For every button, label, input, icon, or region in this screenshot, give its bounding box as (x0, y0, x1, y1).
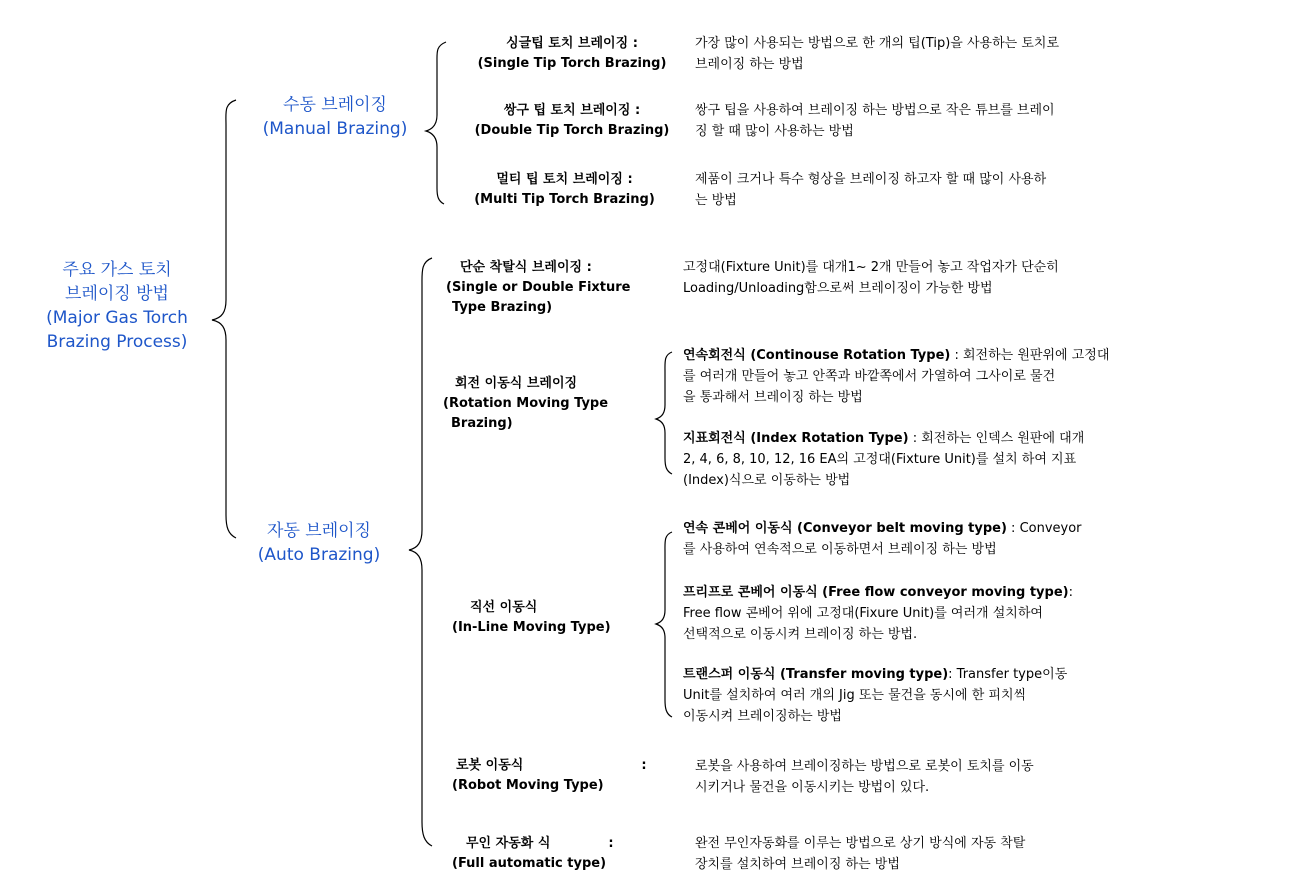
desc-line: 로봇을 사용하여 브레이징하는 방법으로 로봇이 토치를 이동 (695, 759, 1034, 774)
root-line: 브레이징 방법 (65, 284, 169, 304)
sub-text: : (1068, 585, 1073, 600)
manual-brazing-label (245, 93, 425, 141)
sub-heading: 트랜스퍼 이동식 (Transfer moving type) (683, 667, 949, 682)
title-ko: 회전 이동식 브레이징 (455, 376, 578, 391)
sub-heading: 연속회전식 (Continouse Rotation Type) (683, 348, 951, 363)
title-en: Brazing) (451, 416, 513, 431)
title-en: (Multi Tip Torch Brazing) (474, 192, 655, 207)
sub-line: (Index)식으로 이동하는 방법 (683, 473, 851, 488)
sub-heading: 지표회전식 (Index Rotation Type) (683, 431, 909, 446)
sub-heading: 프리프로 콘베어 이동식 (Free flow conveyor moving type) (683, 585, 1069, 600)
sub-line: 선택적으로 이동시켜 브레이징 하는 방법. (683, 627, 918, 642)
title-ko: 쌍구 팁 토치 브레이징 : (503, 103, 641, 118)
inline-brace (656, 532, 672, 717)
sub-text: : Conveyor (1006, 521, 1082, 536)
transfer-desc (683, 664, 1067, 727)
desc-line: 브레이징 하는 방법 (695, 57, 804, 72)
title-ko: 멀티 팁 토치 브레이징 : (496, 172, 633, 187)
full-auto-desc (695, 833, 1025, 875)
inline-type-title (452, 598, 611, 638)
title-en: (In-Line Moving Type) (452, 620, 611, 635)
conveyor-belt-desc (683, 518, 1082, 560)
robot-type-title (452, 756, 647, 796)
title-en: (Double Tip Torch Brazing) (474, 123, 670, 138)
multi-tip-desc (695, 169, 1046, 211)
sub-line: Free flow 콘베어 위에 고정대(Fixure Unit)를 여러개 설치하여 (683, 606, 1043, 621)
desc-line: 징 할 때 많이 사용하는 방법 (695, 124, 854, 139)
desc-line: 시키거나 물건을 이동시키는 방법이 있다. (695, 780, 930, 795)
index-rotation-desc (683, 428, 1084, 491)
multi-tip-title (452, 170, 677, 210)
rotation-brace (656, 352, 672, 474)
root-line: (Major Gas Torch (46, 308, 188, 328)
root-line: Brazing Process) (46, 332, 188, 352)
title-en: Type Brazing) (452, 300, 553, 315)
fixture-type-desc (683, 257, 1059, 299)
title-ko: 직선 이동식 (470, 600, 538, 615)
auto-label-en: (Auto Brazing) (257, 545, 381, 565)
desc-line: 장치를 설치하여 브레이징 하는 방법 (695, 857, 900, 872)
desc-line: Loading/Unloading함으로써 브레이징이 가능한 방법 (683, 281, 993, 296)
manual-label-en: (Manual Brazing) (262, 119, 408, 139)
title-en: (Rotation Moving Type (443, 396, 609, 411)
desc-line: 제품이 크거나 특수 형상을 브레이징 하고자 할 때 많이 사용하 (695, 172, 1047, 187)
robot-type-desc (695, 756, 1034, 798)
desc-line: 가장 많이 사용되는 방법으로 한 개의 팁(Tip)을 사용하는 토치로 (695, 36, 1059, 51)
title-en: (Single or Double Fixture (446, 280, 631, 295)
double-tip-title (452, 101, 692, 141)
double-tip-desc (695, 100, 1055, 142)
rotation-type-title (443, 374, 608, 434)
free-flow-desc (683, 582, 1073, 645)
sub-line: Unit를 설치하여 여러 개의 Jig 또는 물건을 동시에 한 피치씩 (683, 688, 1027, 703)
auto-brazing-label (229, 519, 409, 567)
root-line: 주요 가스 토치 (62, 260, 172, 280)
desc-line: 쌍구 팁을 사용하여 브레이징 하는 방법으로 작은 튜브를 브레이 (695, 103, 1055, 118)
sub-line: 를 여러개 만들어 놓고 안쪽과 바깥쪽에서 가열하여 그사이로 물건 (683, 369, 1056, 384)
auto-label-ko: 자동 브레이징 (267, 521, 371, 541)
full-auto-title (452, 834, 614, 874)
title-ko: 단순 착탈식 브레이징 : (460, 260, 592, 275)
sub-text: : 회전하는 인덱스 원판에 대개 (908, 431, 1085, 446)
continuous-rotation-desc (683, 345, 1109, 408)
sub-text: : 회전하는 원판위에 고정대 (950, 348, 1110, 363)
manual-label-ko: 수동 브레이징 (283, 95, 387, 115)
manual-brace (426, 42, 446, 204)
single-tip-desc (695, 33, 1059, 75)
sub-line: 를 사용하여 연속적으로 이동하면서 브레이징 하는 방법 (683, 542, 997, 557)
title-en: (Single Tip Torch Brazing) (477, 56, 667, 71)
desc-line: 완전 무인자동화를 이루는 방법으로 상기 방식에 자동 착탈 (695, 836, 1026, 851)
title-ko: 무인 자동화 식 (466, 836, 551, 851)
title-ko: 싱글팁 토치 브레이징 : (506, 36, 638, 51)
title-ko: 로봇 이동식 (456, 758, 524, 773)
sub-line: 을 통과해서 브레이징 하는 방법 (683, 390, 863, 405)
title-colon: : (641, 758, 647, 773)
auto-brace (409, 258, 432, 846)
title-en: (Robot Moving Type) (452, 778, 604, 793)
sub-line: 이동시켜 브레이징하는 방법 (683, 709, 842, 724)
sub-text: : Transfer type이동 (948, 667, 1068, 682)
single-tip-title (452, 34, 692, 74)
desc-line: 고정대(Fixture Unit)를 대개1~ 2개 만들어 놓고 작업자가 단순히 (683, 260, 1059, 275)
title-colon: : (608, 836, 614, 851)
fixture-type-title (446, 258, 631, 318)
title-en: (Full automatic type) (452, 856, 607, 871)
root-label (17, 258, 217, 354)
desc-line: 는 방법 (695, 193, 737, 208)
sub-heading: 연속 콘베어 이동식 (Conveyor belt moving type) (683, 521, 1007, 536)
sub-line: 2, 4, 6, 8, 10, 12, 16 EA의 고정대(Fixture Unit)를 설치 하여 지표 (683, 452, 1077, 467)
